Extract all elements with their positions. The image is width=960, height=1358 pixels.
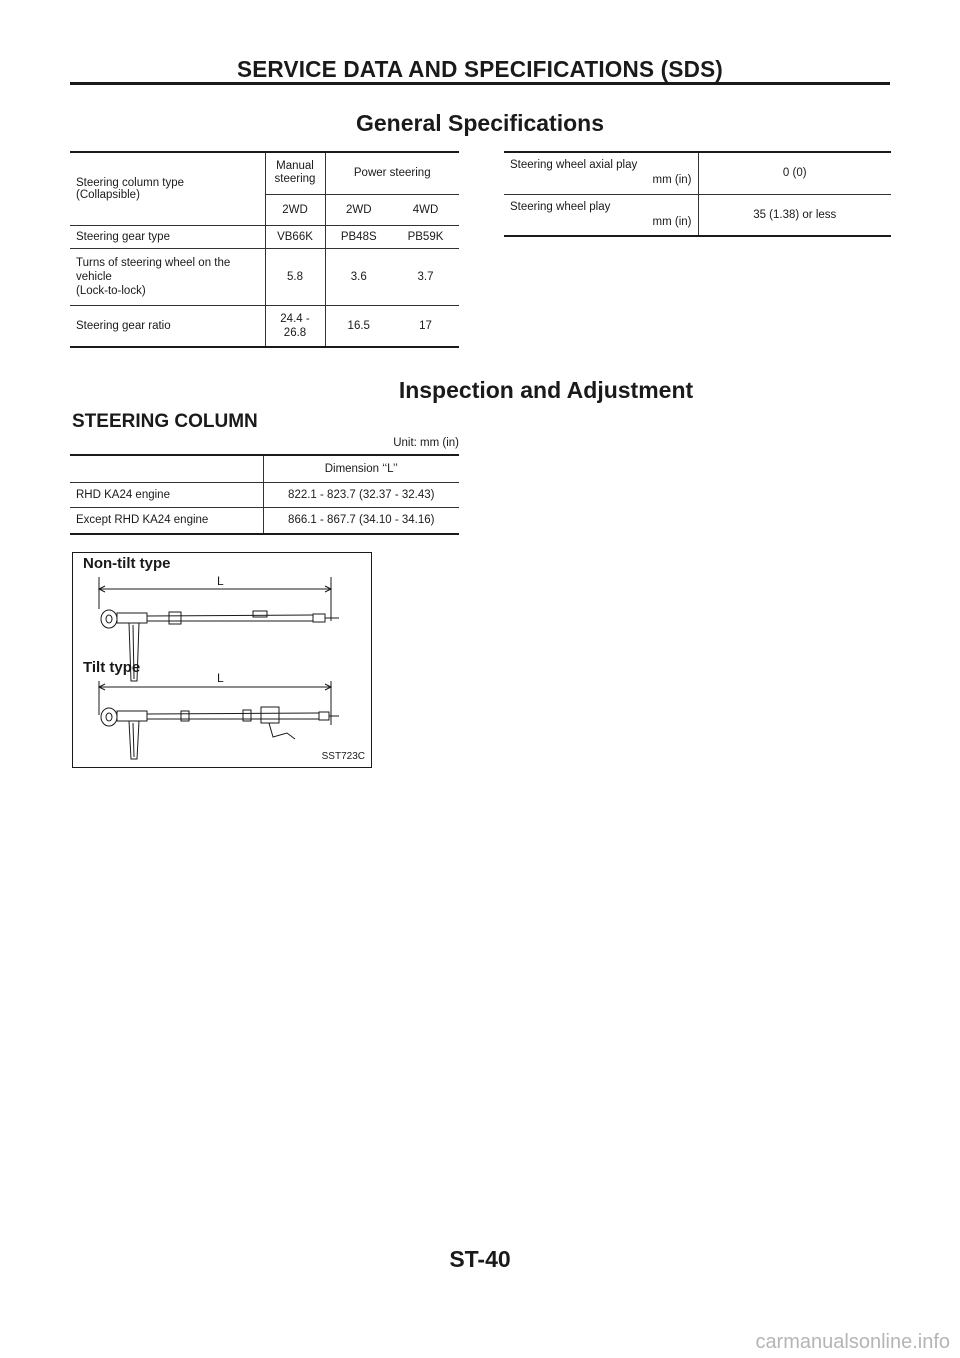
wheel-play-unit: mm (in) — [652, 215, 692, 228]
dimension-table — [70, 454, 459, 535]
manual-steering-line2: steering — [274, 173, 316, 186]
column-type-label — [70, 152, 265, 225]
unit-note: Unit: mm (in) — [393, 437, 459, 449]
ratio-manual-line2: 26.8 — [283, 326, 307, 339]
ratio-label: Steering gear ratio — [70, 305, 265, 347]
axial-play-label — [504, 152, 698, 194]
wheel-play-label-text: Steering wheel play — [510, 200, 611, 213]
steering-column-subheading: STEERING COLUMN — [72, 411, 258, 432]
tilt-label: Tilt type — [83, 659, 141, 676]
turns-label-line1: Turns of steering wheel on the — [76, 256, 231, 269]
axial-play-value: 0 (0) — [698, 152, 891, 194]
power-steering-header: Power steering — [325, 152, 459, 194]
axial-play-label-text: Steering wheel axial play — [510, 159, 638, 172]
dimension-header: Dimension ‘‘L’’ — [263, 455, 459, 482]
turns-label — [70, 248, 265, 305]
page-header-title: SERVICE DATA AND SPECIFICATIONS (SDS) — [236, 56, 724, 82]
gear-type-power-4wd: PB59K — [392, 225, 459, 248]
table-row — [504, 194, 891, 236]
wheel-play-table — [504, 151, 891, 237]
turns-power-2wd: 3.6 — [325, 248, 392, 305]
empty-header-cell — [70, 455, 263, 482]
row-value: 866.1 - 867.7 (34.10 - 34.16) — [263, 507, 459, 534]
header-rule — [70, 82, 890, 85]
figure-code: SST723C — [321, 751, 365, 762]
table-row — [70, 152, 459, 194]
steering-column-figure — [72, 552, 372, 768]
ratio-power-2wd: 16.5 — [325, 305, 392, 347]
inspection-heading: Inspection and Adjustment — [398, 377, 694, 403]
dimension-label-tilt: L — [217, 671, 224, 685]
table-row — [70, 225, 459, 248]
turns-power-4wd: 3.7 — [392, 248, 459, 305]
ratio-power-4wd: 17 — [392, 305, 459, 347]
drive-type-power-2wd: 2WD — [325, 194, 392, 225]
gear-type-label: Steering gear type — [70, 225, 265, 248]
wheel-play-value: 35 (1.38) or less — [698, 194, 891, 236]
turns-label-line2: vehicle — [76, 270, 112, 283]
table-row — [70, 507, 459, 534]
table-row — [504, 152, 891, 194]
drive-type-power-4wd: 4WD — [392, 194, 459, 225]
ratio-manual — [265, 305, 325, 347]
turns-manual: 5.8 — [265, 248, 325, 305]
table-row — [70, 248, 459, 305]
turns-label-line3: (Lock-to-lock) — [76, 284, 146, 297]
manual-steering-line1: Manual — [276, 160, 314, 173]
gear-type-power-2wd: PB48S — [325, 225, 392, 248]
table-row — [70, 482, 459, 507]
table-row — [70, 305, 459, 347]
steering-column-drawing — [73, 553, 371, 767]
manual-steering-header — [265, 152, 325, 194]
row-label: RHD KA24 engine — [70, 482, 263, 507]
page-code: ST-40 — [449, 1246, 511, 1272]
general-spec-table — [70, 151, 459, 348]
row-label: Except RHD KA24 engine — [70, 507, 263, 534]
table-row — [70, 455, 459, 482]
non-tilt-label: Non-tilt type — [83, 555, 171, 572]
watermark: carmanualsonline.info — [755, 1331, 950, 1353]
drive-type-manual: 2WD — [265, 194, 325, 225]
row-value: 822.1 - 823.7 (32.37 - 32.43) — [263, 482, 459, 507]
ratio-manual-line1: 24.4 - — [280, 312, 310, 325]
column-type-label-line2: (Collapsible) — [76, 188, 140, 201]
general-specifications-heading: General Specifications — [356, 110, 604, 136]
gear-type-manual: VB66K — [265, 225, 325, 248]
dimension-label-non-tilt: L — [217, 574, 224, 588]
wheel-play-label — [504, 194, 698, 236]
column-type-label-line1: Steering column type — [76, 176, 185, 189]
axial-play-unit: mm (in) — [652, 174, 692, 187]
